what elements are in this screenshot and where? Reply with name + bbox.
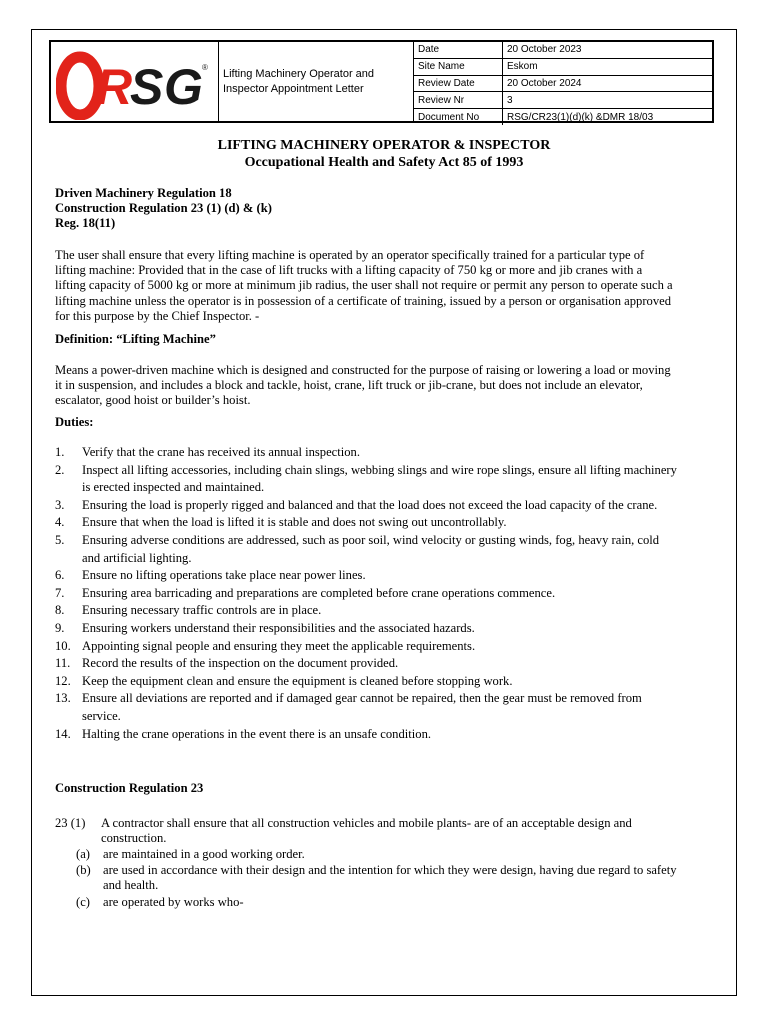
meta-row — [414, 92, 712, 109]
cr-item-text: are operated by works who- — [103, 894, 244, 909]
duty-number: 13. — [55, 691, 71, 706]
duty-number: 11. — [55, 656, 71, 671]
meta-row — [414, 75, 712, 92]
duty-number: 6. — [55, 568, 65, 583]
duty-text: Record the results of the inspection on the document provided. — [82, 656, 399, 671]
duty-number: 3. — [55, 497, 65, 512]
duty-item — [55, 444, 680, 462]
document-subtitle: Occupational Health and Safety Act 85 of 1993 — [244, 155, 524, 170]
duty-item — [55, 585, 680, 603]
duty-item — [55, 567, 680, 585]
meta-row — [414, 58, 712, 75]
duty-text: Ensuring adverse conditions are addressed, such as poor soil, wind velocity or gusting winds, fog, heavy rain, cold and artificial lighting. — [82, 532, 660, 565]
meta-table — [414, 42, 712, 125]
svg-text:R: R — [96, 59, 131, 115]
logo-cell — [51, 42, 219, 121]
duties-list — [55, 444, 680, 743]
construction-regulation-heading: Construction Regulation 23 — [55, 781, 204, 795]
regulation-references — [55, 186, 675, 231]
duty-number: 9. — [55, 620, 65, 635]
meta-value: RSG/CR23(1)(d)(k) &DMR 18/03 — [503, 109, 713, 125]
svg-text:S: S — [130, 59, 162, 115]
duty-item — [55, 602, 680, 620]
cr-item — [76, 895, 686, 910]
document-title: LIFTING MACHINERY OPERATOR & INSPECTOR — [217, 138, 551, 153]
document-meta — [414, 42, 712, 121]
duty-item — [55, 673, 680, 691]
meta-label: Review Date — [414, 75, 503, 92]
duty-text: Halting the crane operations in the event there is an unsafe condition. — [82, 726, 432, 741]
duty-text: Keep the equipment clean and ensure the equipment is cleaned before stopping work. — [82, 673, 513, 688]
cr-text: A contractor shall ensure that all construction vehicles and mobile plants- are of an acceptable design and construction. — [101, 816, 632, 846]
meta-row — [414, 109, 712, 125]
meta-label: Date — [414, 42, 503, 58]
duty-text: Ensuring workers understand their responsibilities and the associated hazards. — [82, 620, 475, 635]
meta-value: Eskom — [503, 58, 713, 75]
meta-label: Site Name — [414, 58, 503, 75]
letter-title: Lifting Machinery Operator and Inspector Appointment Letter — [219, 42, 414, 121]
orsg-logo — [56, 48, 211, 120]
duty-item — [55, 638, 680, 656]
duty-text: Inspect all lifting accessories, including chain slings, webbing slings and wire rope slings, ensure all lifting machinery is erected inspected and maintained. — [82, 462, 677, 495]
duty-text: Ensure all deviations are reported and if damaged gear cannot be repaired, then the gear must be removed from service. — [82, 691, 642, 723]
duty-text: Ensure no lifting operations take place near power lines. — [82, 568, 366, 583]
duty-item — [55, 497, 680, 515]
cr-item-letter: (a) — [76, 847, 90, 861]
meta-row — [414, 42, 712, 58]
duties-heading: Duties: — [55, 415, 94, 429]
duty-number: 10. — [55, 638, 71, 653]
duty-item — [55, 462, 680, 497]
duty-item — [55, 620, 680, 638]
regulation-line: Construction Regulation 23 (1) (d) & (k) — [55, 201, 272, 215]
duty-text: Ensuring necessary traffic controls are in place. — [82, 603, 322, 618]
duty-item — [55, 690, 680, 725]
duty-text: Verify that the crane has received its annual inspection. — [82, 445, 361, 459]
cr-items — [76, 847, 686, 911]
duty-item — [55, 655, 680, 673]
duty-number: 8. — [55, 603, 65, 618]
duty-text: Ensuring the load is properly rigged and balanced and that the load does not exceed the load capacity of the crane. — [82, 497, 658, 512]
duty-number: 14. — [55, 726, 71, 741]
meta-value: 20 October 2023 — [503, 42, 713, 58]
duty-text: Ensure that when the load is lifted it is stable and does not swing out uncontrollably. — [82, 515, 507, 530]
meta-value: 20 October 2024 — [503, 75, 713, 92]
duty-number: 1. — [55, 445, 65, 459]
regulation-line: Driven Machinery Regulation 18 — [55, 186, 232, 200]
duty-text: Appointing signal people and ensuring they meet the applicable requirements. — [82, 638, 476, 653]
cr-item-letter: (b) — [76, 863, 91, 878]
intro-paragraph: The user shall ensure that every lifting machine is operated by an operator specifically trained for a particular type of lifting machine: Provided that in the case of lift trucks with a lifting capacity of 750 kg or more and jib cranes with a lifting capacity of 5000 kg or more at minimum jib radius, the user shall not require or permit any person to operate such a lifting machine unless the operator is in possession of a certificate of training, issued by a person or organisation approved for this purpose by the Chief Inspector. - — [55, 248, 673, 323]
svg-text:®: ® — [202, 63, 208, 72]
duty-number: 7. — [55, 585, 65, 600]
cr-item — [76, 847, 686, 862]
document-page — [31, 29, 737, 996]
regulation-line: Reg. 18(11) — [55, 216, 116, 230]
duty-text: Ensuring area barricading and preparations are completed before crane operations commence. — [82, 585, 556, 600]
duty-number: 12. — [55, 673, 71, 688]
cr-number: 23 (1) — [55, 816, 86, 830]
duty-number: 2. — [55, 462, 65, 477]
duty-number: 5. — [55, 532, 65, 547]
cr-item-text: are maintained in a good working order. — [103, 847, 305, 861]
duty-number: 4. — [55, 515, 65, 530]
duty-item — [55, 726, 680, 744]
definition-heading: Definition: “Lifting Machine” — [55, 332, 216, 346]
cr-item-text: are used in accordance with their design and the intention for which they were design, having due regard to safety and health. — [103, 863, 677, 893]
duty-item — [55, 532, 680, 567]
cr-item-letter: (c) — [76, 894, 90, 909]
meta-label: Review Nr — [414, 92, 503, 109]
definition-paragraph: Means a power-driven machine which is designed and constructed for the purpose of raising or lowering a load or moving it in suspension, and includes a block and tackle, hoist, crane, lift truck or jib-crane, but does not include an elevator, escalator, good hoist or builder’s hoist. — [55, 363, 671, 408]
document-header — [49, 40, 714, 123]
meta-value: 3 — [503, 92, 713, 109]
meta-label: Document No — [414, 109, 503, 125]
cr-item — [76, 863, 686, 893]
duty-item — [55, 514, 680, 532]
svg-text:G: G — [164, 59, 201, 115]
